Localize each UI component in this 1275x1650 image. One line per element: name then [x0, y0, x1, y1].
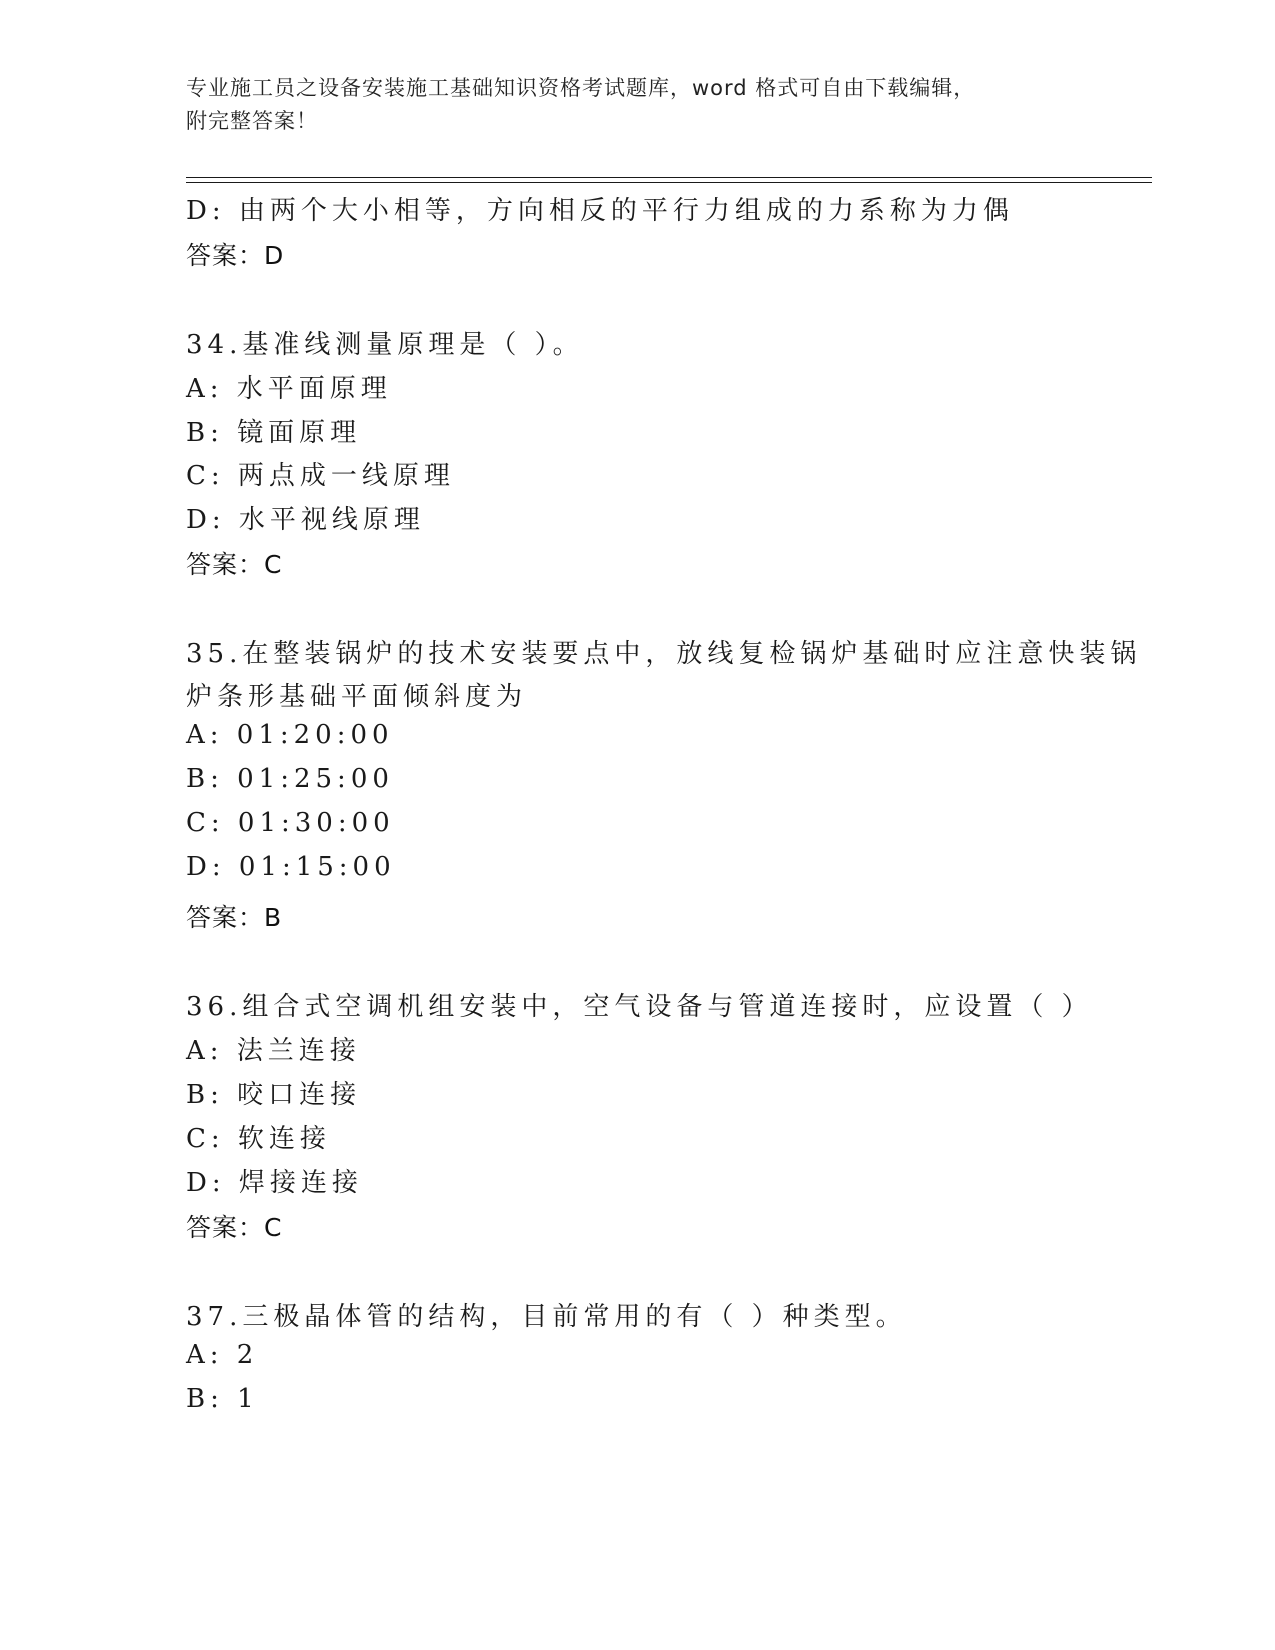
- question-34-option-a: A: 水平面原理: [186, 374, 392, 404]
- question-34-stem: 34.基准线测量原理是（ ）。: [186, 330, 584, 360]
- prev-option-d: D: 由两个大小相等，方向相反的平行力组成的力系称为力偶: [186, 196, 1014, 226]
- question-34-option-d: D: 水平视线原理: [186, 505, 425, 535]
- question-34-option-c: C: 两点成一线原理: [186, 461, 455, 491]
- question-35-stem-line-2: 炉条形基础平面倾斜度为: [186, 682, 528, 712]
- question-36-answer: 答案：C: [186, 1213, 283, 1242]
- question-35-option-b: B: 01:25:00: [186, 764, 394, 794]
- question-35-option-d: D: 01:15:00: [186, 852, 396, 882]
- header-divider-bottom: [186, 182, 1152, 183]
- header-line-2: 附完整答案！: [186, 109, 318, 133]
- question-36-option-a: A: 法兰连接: [186, 1036, 361, 1066]
- question-35-stem-line-1: 35.在整装锅炉的技术安装要点中，放线复检锅炉基础时应注意快装锅: [186, 639, 1142, 669]
- question-36-option-b: B: 咬口连接: [186, 1080, 362, 1110]
- question-34-answer: 答案：C: [186, 550, 283, 579]
- question-36-option-c: C: 软连接: [186, 1124, 331, 1154]
- question-35-option-c: C: 01:30:00: [186, 808, 395, 838]
- question-34-option-b: B: 镜面原理: [186, 418, 362, 448]
- question-37-option-a: A: 2: [186, 1340, 259, 1370]
- question-35-answer: 答案：B: [186, 903, 283, 932]
- prev-answer: 答案：D: [186, 241, 285, 270]
- question-37-stem: 37.三极晶体管的结构，目前常用的有（ ）种类型。: [186, 1302, 907, 1332]
- question-36-stem: 36.组合式空调机组安装中，空气设备与管道连接时，应设置（ ）: [186, 992, 1093, 1022]
- question-37-option-b: B: 1: [186, 1384, 259, 1414]
- header-line-1: 专业施工员之设备安装施工基础知识资格考试题库，word 格式可自由下载编辑，: [186, 76, 976, 100]
- document-header: [186, 72, 1066, 138]
- question-36-option-d: D: 焊接连接: [186, 1168, 363, 1198]
- header-divider-top: [186, 177, 1152, 178]
- question-35-option-a: A: 01:20:00: [186, 720, 394, 750]
